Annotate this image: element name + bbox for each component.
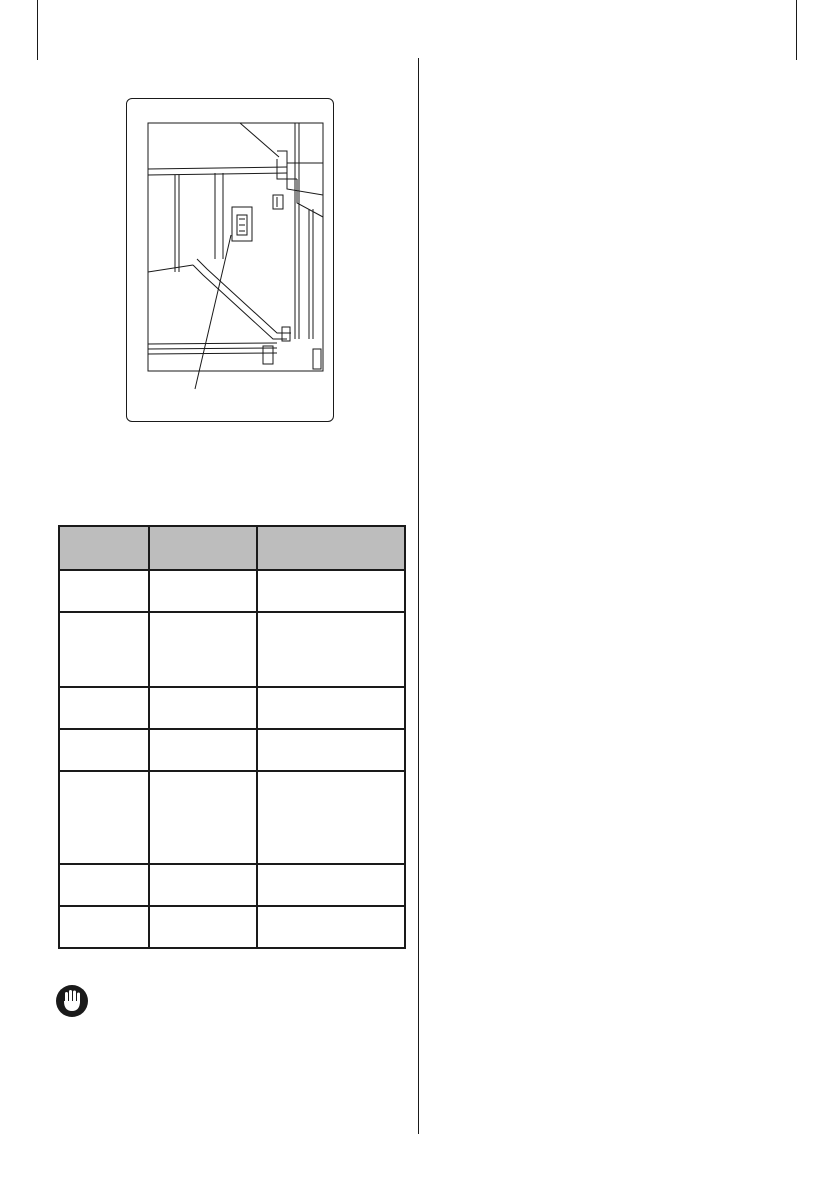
table-cell — [149, 906, 257, 948]
table-cell — [149, 612, 257, 687]
table-cell — [149, 771, 257, 864]
figure-frame — [126, 98, 334, 422]
table-header-row — [59, 526, 405, 570]
table-cell — [257, 864, 405, 906]
table-row — [59, 771, 405, 864]
table-cell — [59, 570, 149, 612]
table-cell — [59, 687, 149, 729]
crop-mark-right — [796, 0, 797, 60]
table-cell — [149, 864, 257, 906]
table-cell — [257, 771, 405, 864]
table-cell — [257, 612, 405, 687]
table-cell — [59, 864, 149, 906]
installation-detail-illustration — [127, 99, 335, 423]
spec-table — [58, 525, 406, 949]
table-cell — [59, 729, 149, 771]
crop-mark-left — [37, 0, 38, 60]
table-cell — [257, 906, 405, 948]
column-divider — [418, 58, 419, 1134]
stop-hand-icon — [55, 984, 89, 1018]
table-row — [59, 864, 405, 906]
table-row — [59, 570, 405, 612]
table-cell — [149, 570, 257, 612]
table-row — [59, 687, 405, 729]
table-header-cell — [257, 526, 405, 570]
table-header-cell — [59, 526, 149, 570]
table-cell — [257, 687, 405, 729]
table-cell — [59, 906, 149, 948]
table-cell — [257, 570, 405, 612]
table-row — [59, 906, 405, 948]
table-header-cell — [149, 526, 257, 570]
table-row — [59, 729, 405, 771]
table-cell — [257, 729, 405, 771]
table-cell — [59, 612, 149, 687]
table-cell — [59, 771, 149, 864]
table-cell — [149, 687, 257, 729]
table-cell — [149, 729, 257, 771]
table-row — [59, 612, 405, 687]
